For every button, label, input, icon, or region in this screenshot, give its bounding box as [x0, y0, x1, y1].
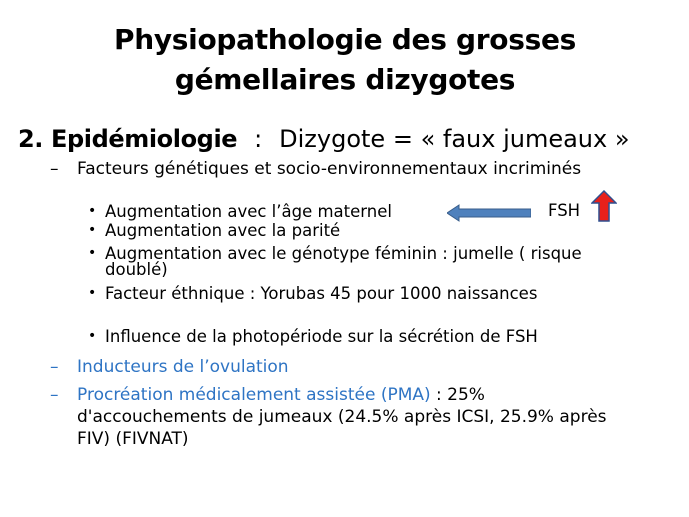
bullet-marker: • [88, 285, 97, 301]
bullet-text: doublé) [105, 260, 168, 279]
fsh-label: FSH [548, 201, 581, 220]
bullet-text: Augmentation avec la parité [105, 221, 341, 240]
arrow-left-icon [447, 204, 531, 222]
pma-percentage: : 25% [430, 385, 485, 405]
bullet-marker: • [88, 328, 97, 344]
pma-source-text: FIV) (FIVNAT) [77, 429, 189, 449]
bullet-text: Augmentation avec l’âge maternel [105, 202, 392, 221]
bullet-marker: • [88, 203, 97, 219]
title-line-1: Physiopathologie des grosses [113, 23, 577, 56]
list-item-text: Facteurs génétiques et socio-environnementaux incriminés [77, 159, 582, 179]
dash-marker: – [50, 385, 59, 405]
heading-separator: : [254, 125, 263, 153]
bullet-marker: • [88, 245, 97, 261]
heading-number-label: 2. Epidémiologie [18, 125, 238, 153]
section-heading [18, 124, 630, 154]
bullet-marker: • [88, 222, 97, 238]
arrow-up-icon [591, 190, 617, 222]
dash-marker: – [50, 357, 59, 377]
bullet-text: Facteur éthnique : Yorubas 45 pour 1000 naissances [105, 284, 538, 303]
bullet-text: Augmentation avec le génotype féminin : jumelle ( risque [105, 244, 582, 263]
bullet-text: Influence de la photopériode sur la sécrétion de FSH [105, 327, 538, 346]
dash-marker: – [50, 159, 59, 179]
list-item-text: Inducteurs de l’ovulation [77, 357, 289, 377]
pma-detail-text: d'accouchements de jumeaux (24.5% après ICSI, 25.9% après [77, 407, 607, 427]
heading-definition: Dizygote = « faux jumeaux » [279, 125, 630, 153]
title-line-2: gémellaires dizygotes [174, 63, 516, 96]
slide-title [40, 20, 650, 100]
pma-label: Procréation médicalement assistée (PMA) [77, 385, 431, 405]
pma-first-line [77, 384, 485, 406]
